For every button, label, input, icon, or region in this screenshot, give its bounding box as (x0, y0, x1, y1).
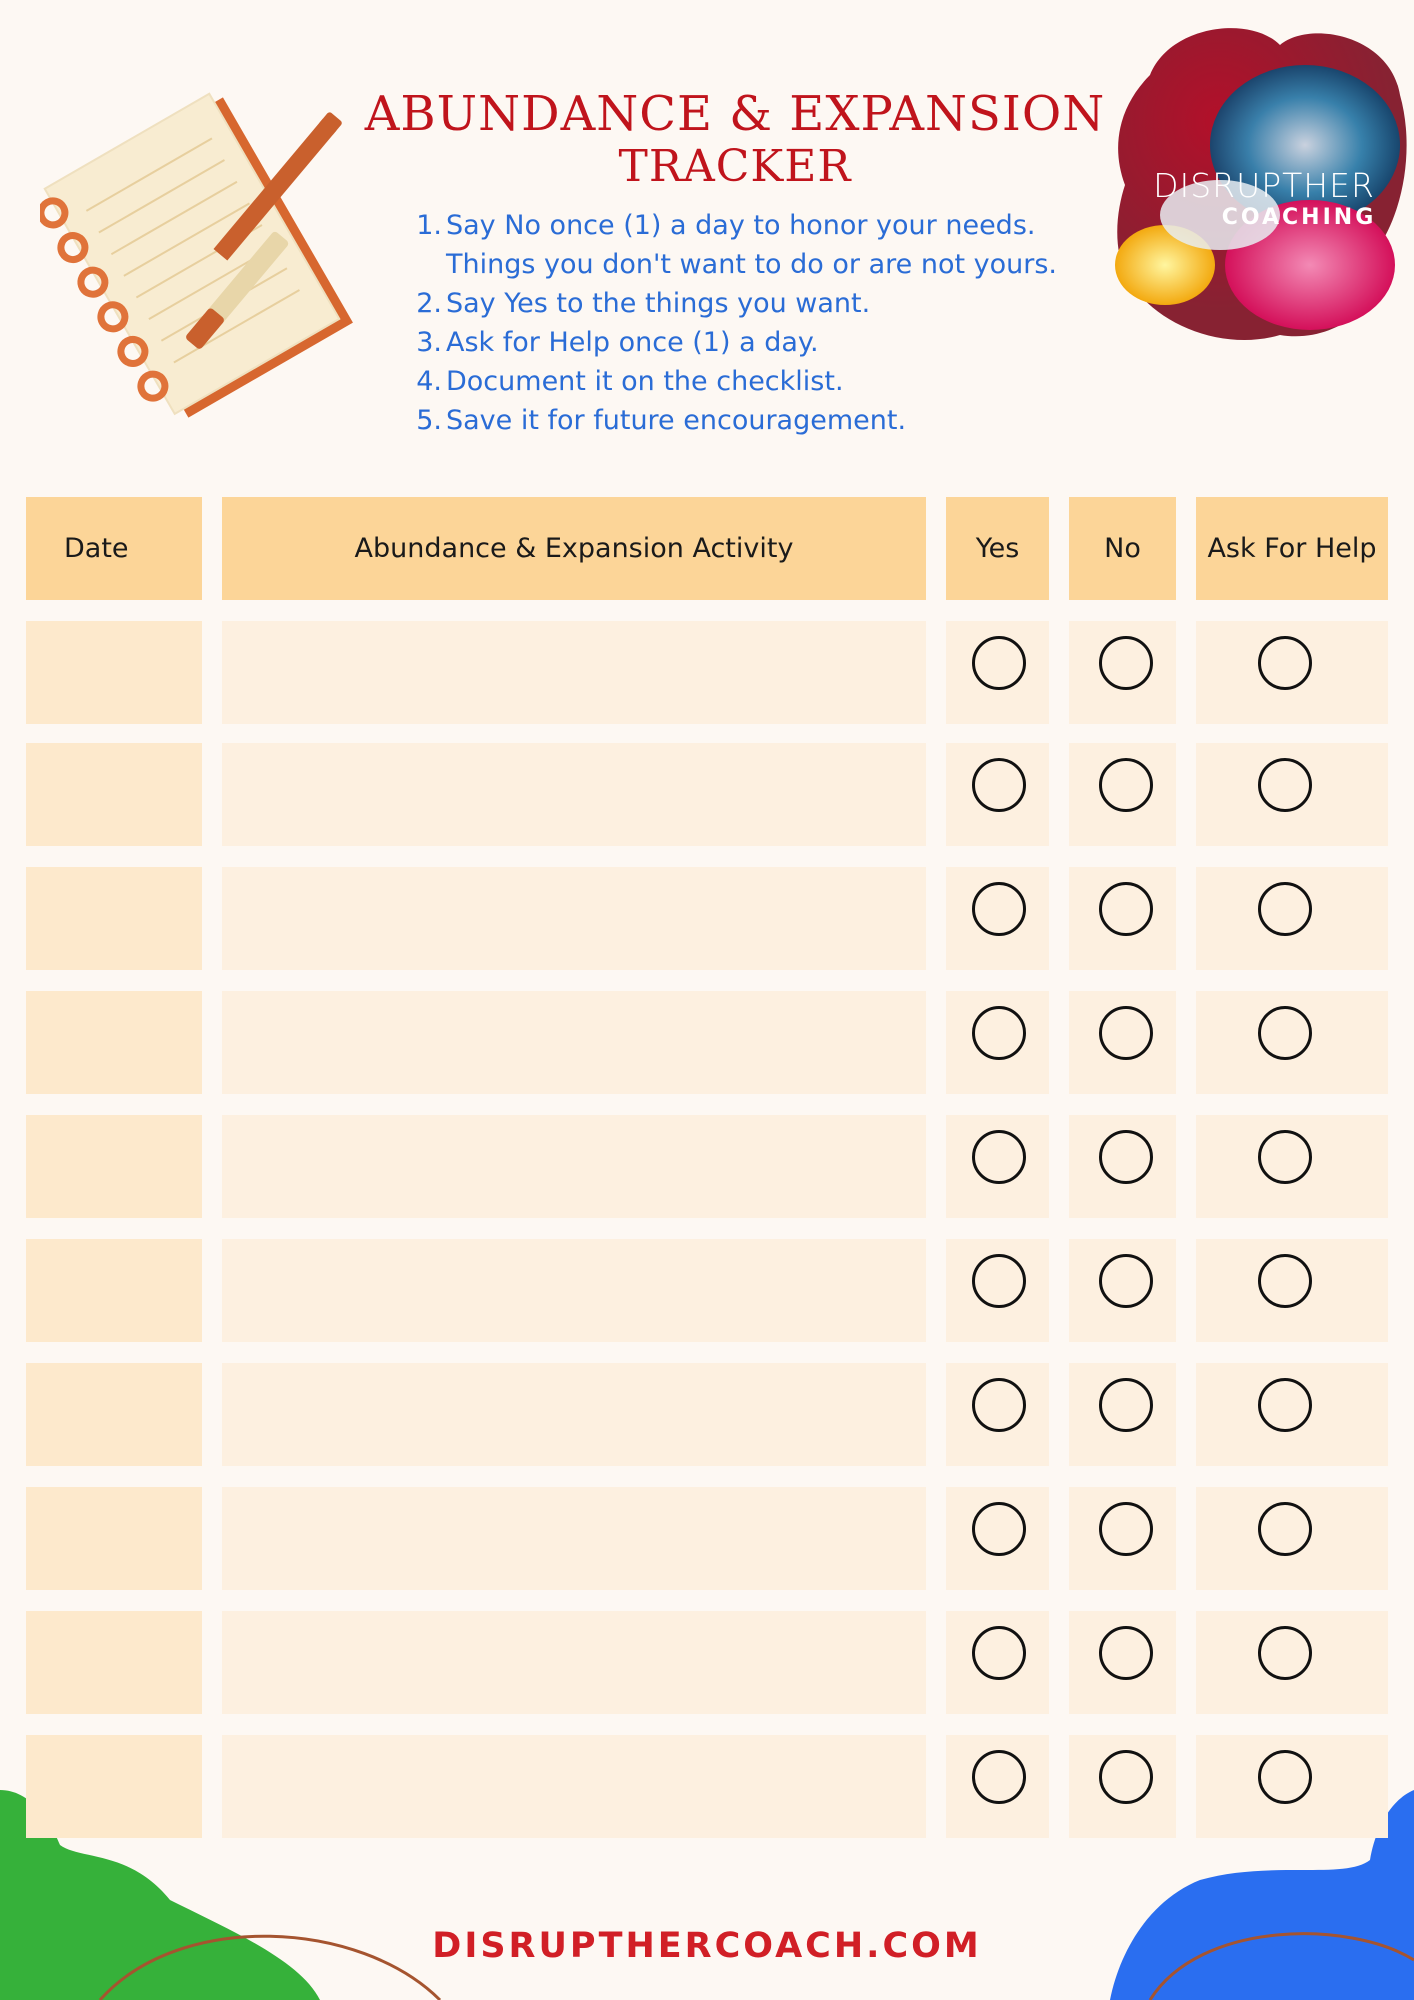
row-7-date-cell[interactable] (26, 1363, 202, 1466)
instruction-item (412, 362, 1102, 401)
instruction-number: 2. (416, 288, 442, 319)
row-5-date-cell[interactable] (26, 1115, 202, 1218)
row-4-activity-cell[interactable] (222, 991, 926, 1094)
row-6-activity-cell[interactable] (222, 1239, 926, 1342)
row-4-date-cell[interactable] (26, 991, 202, 1094)
row-1-no-checkbox[interactable] (1099, 636, 1153, 690)
row-5-no-checkbox[interactable] (1099, 1130, 1153, 1184)
logo (1114, 166, 1414, 230)
row-9-yes-checkbox[interactable] (972, 1626, 1026, 1680)
row-6-date-cell[interactable] (26, 1239, 202, 1342)
row-4-yes-checkbox[interactable] (972, 1006, 1026, 1060)
row-10-help-checkbox[interactable] (1258, 1750, 1312, 1804)
row-1-yes-checkbox[interactable] (972, 636, 1026, 690)
instruction-item (412, 206, 1102, 284)
instruction-text: Say Yes to the things you want. (446, 288, 871, 319)
instruction-number: 1. (416, 210, 442, 241)
row-7-no-checkbox[interactable] (1099, 1378, 1153, 1432)
row-7-help-checkbox[interactable] (1258, 1378, 1312, 1432)
instruction-text: Save it for future encouragement. (446, 405, 907, 436)
row-3-no-checkbox[interactable] (1099, 882, 1153, 936)
notebook-illustration (40, 85, 380, 425)
row-1-activity-cell[interactable] (222, 621, 926, 724)
website-url[interactable]: DISRUPTHERCOACH.COM (432, 1926, 982, 1966)
instruction-continuation: Things you don't want to do or are not yours. (446, 249, 1058, 280)
instruction-text: Say No once (1) a day to honor your needs. (446, 210, 1036, 241)
logo-sub-text: COACHING (1221, 205, 1377, 230)
instruction-item (412, 323, 1102, 362)
row-4-help-checkbox[interactable] (1258, 1006, 1312, 1060)
row-10-no-checkbox[interactable] (1099, 1750, 1153, 1804)
instruction-number: 4. (416, 366, 442, 397)
row-2-yes-checkbox[interactable] (972, 758, 1026, 812)
row-2-help-checkbox[interactable] (1258, 758, 1312, 812)
row-6-yes-checkbox[interactable] (972, 1254, 1026, 1308)
row-10-activity-cell[interactable] (222, 1735, 926, 1838)
row-9-help-checkbox[interactable] (1258, 1626, 1312, 1680)
instruction-number: 5. (416, 405, 442, 436)
row-10-date-cell[interactable] (26, 1735, 202, 1838)
instruction-text: Ask for Help once (1) a day. (446, 327, 819, 358)
row-6-no-checkbox[interactable] (1099, 1254, 1153, 1308)
instructions-list (412, 206, 1102, 440)
row-1-help-checkbox[interactable] (1258, 636, 1312, 690)
instruction-text: Document it on the checklist. (446, 366, 844, 397)
notebook-page (45, 94, 340, 414)
column-header-ask-for-help: Ask For Help (1196, 497, 1388, 600)
row-8-yes-checkbox[interactable] (972, 1502, 1026, 1556)
row-8-activity-cell[interactable] (222, 1487, 926, 1590)
row-7-yes-checkbox[interactable] (972, 1378, 1026, 1432)
row-3-help-checkbox[interactable] (1258, 882, 1312, 936)
column-header-no: No (1069, 497, 1176, 600)
column-header-yes: Yes (946, 497, 1049, 600)
column-header-date: Date (26, 497, 202, 600)
logo-main-text: DISRUPTHER (1153, 166, 1375, 205)
page-title-line2: TRACKER (618, 141, 852, 192)
row-5-activity-cell[interactable] (222, 1115, 926, 1218)
row-10-yes-checkbox[interactable] (972, 1750, 1026, 1804)
column-header-activity: Abundance & Expansion Activity (222, 497, 926, 600)
row-8-date-cell[interactable] (26, 1487, 202, 1590)
instruction-number: 3. (416, 327, 442, 358)
row-2-activity-cell[interactable] (222, 743, 926, 846)
row-9-date-cell[interactable] (26, 1611, 202, 1714)
row-6-help-checkbox[interactable] (1258, 1254, 1312, 1308)
row-9-no-checkbox[interactable] (1099, 1626, 1153, 1680)
row-3-yes-checkbox[interactable] (972, 882, 1026, 936)
row-4-no-checkbox[interactable] (1099, 1006, 1153, 1060)
row-1-date-cell[interactable] (26, 621, 202, 724)
row-5-help-checkbox[interactable] (1258, 1130, 1312, 1184)
page-title: ABUNDANCE & EXPANSION (364, 86, 1106, 142)
row-2-date-cell[interactable] (26, 743, 202, 846)
row-8-no-checkbox[interactable] (1099, 1502, 1153, 1556)
instruction-item (412, 284, 1102, 323)
row-7-activity-cell[interactable] (222, 1363, 926, 1466)
instruction-item (412, 401, 1102, 440)
row-2-no-checkbox[interactable] (1099, 758, 1153, 812)
row-3-activity-cell[interactable] (222, 867, 926, 970)
row-8-help-checkbox[interactable] (1258, 1502, 1312, 1556)
row-5-yes-checkbox[interactable] (972, 1130, 1026, 1184)
row-3-date-cell[interactable] (26, 867, 202, 970)
row-9-activity-cell[interactable] (222, 1611, 926, 1714)
